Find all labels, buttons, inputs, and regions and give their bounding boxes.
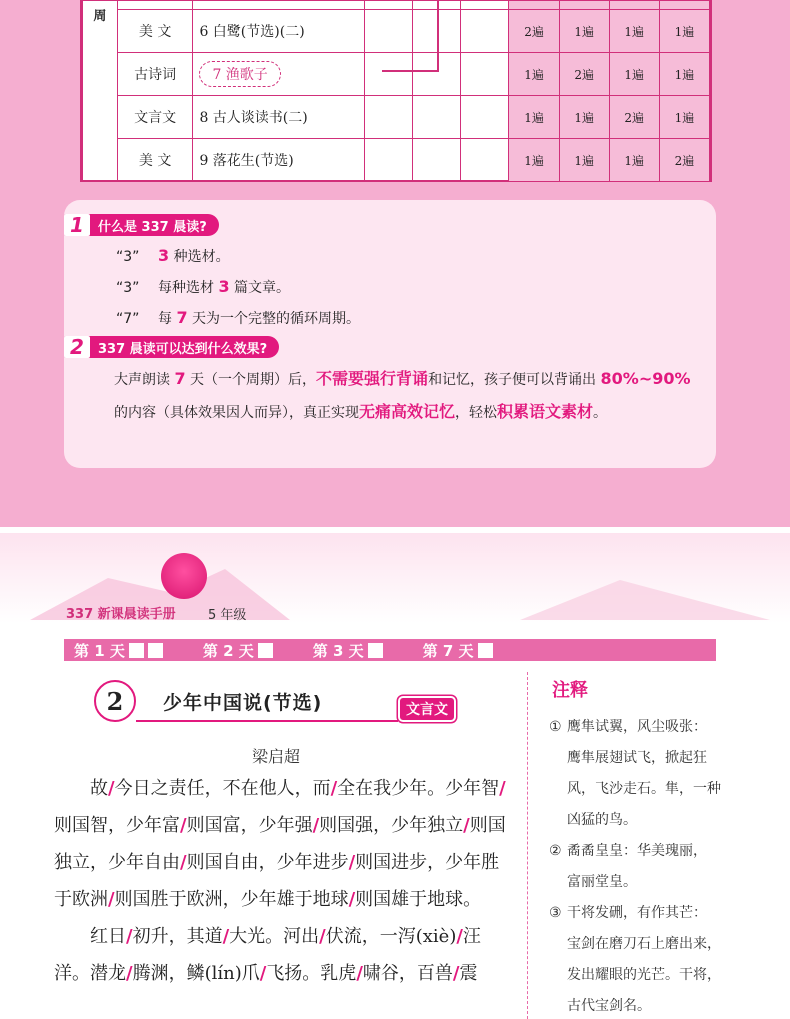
table-row — [83, 53, 710, 96]
pause-mark: / — [108, 778, 115, 799]
pause-mark: / — [463, 815, 470, 836]
count-cell: 1遍 — [509, 139, 559, 182]
title-cell: 8 古人谈读书(二) — [193, 96, 365, 139]
pause-mark: / — [456, 926, 463, 947]
title-underline — [136, 720, 398, 722]
genre-cell: 美 文 — [117, 139, 193, 182]
effect-paragraph: 大声朗读 7 天（一个周期）后，不需要强行背诵和记忆，孩子便可以背诵出 80%~90% 的内容（具体效果因人而异），真正实现无痛高效记忆，轻松积累语文素材。 — [114, 369, 691, 421]
title-cell — [193, 53, 365, 96]
note-item: ② 矞矞皇皇：华美瑰丽， 富丽堂皇。 — [549, 843, 707, 890]
check-box[interactable] — [148, 643, 163, 658]
text-segment: 故 — [90, 778, 108, 799]
column-divider — [527, 672, 528, 1019]
count-cell: 1遍 — [559, 96, 609, 139]
pause-mark: / — [259, 963, 267, 984]
text-segment: 初升，其道 — [132, 926, 223, 947]
book-title: 337 新课晨读手册 — [66, 607, 176, 622]
text-segment: 则国进步，少年胜于欧洲 — [54, 852, 500, 910]
genre-cell: 美 文 — [117, 10, 193, 53]
poem-title-bubble: 7 渔歌子 — [199, 61, 280, 87]
table-row — [83, 139, 710, 182]
pause-mark: / — [126, 926, 133, 947]
info-line: “3” 3 种选材。 — [116, 246, 230, 265]
pause-mark: / — [319, 926, 326, 947]
info-line: “3” 每种选材 3 篇文章。 — [116, 277, 291, 296]
text-segment: 大光。河出 — [229, 926, 320, 947]
question-number: 2 — [64, 336, 90, 358]
text-segment: 则国雄于地球。 — [355, 889, 482, 910]
genre-tag: 文言文 — [398, 696, 456, 722]
pause-mark: / — [330, 778, 338, 799]
pause-mark: / — [180, 852, 187, 873]
count-cell: 2遍 — [659, 139, 709, 182]
pause-mark: / — [348, 852, 356, 873]
check-box[interactable] — [478, 643, 493, 658]
count-cell: 1遍 — [609, 53, 659, 96]
table-row — [83, 96, 710, 139]
text-segment: 伏流，一泻(xiè) — [325, 926, 457, 947]
connector-line — [382, 70, 439, 72]
text-segment: 则国胜于欧洲，少年雄于地球 — [114, 889, 349, 910]
grade-label: 5 年级 — [208, 608, 247, 623]
count-cell: 2遍 — [559, 53, 609, 96]
pause-mark: / — [108, 889, 115, 910]
text-segment: 则国自由，少年进步 — [186, 852, 349, 873]
day-checkin-bar — [64, 639, 716, 661]
lesson-title: 少年中国说(节选) — [163, 692, 323, 714]
week-label: 周 — [83, 1, 118, 182]
count-cell: 1遍 — [609, 139, 659, 182]
count-cell: 1遍 — [559, 10, 609, 53]
day-item: 第 3 天 — [313, 640, 383, 661]
text-paragraph — [54, 918, 516, 992]
check-box[interactable] — [129, 643, 144, 658]
table-row — [83, 10, 710, 53]
pause-mark: / — [499, 778, 506, 799]
check-box[interactable] — [368, 643, 383, 658]
count-cell: 2遍 — [609, 96, 659, 139]
text-segment: 则国独立，少年自由 — [54, 815, 506, 873]
question-text: 什么是 337 晨读? — [98, 219, 207, 235]
day-item: 第 7 天 — [423, 640, 493, 661]
text-segment: 则国智，少年富 — [54, 815, 180, 836]
pause-mark: / — [126, 963, 133, 984]
pause-mark: / — [222, 926, 230, 947]
count-cell: 1遍 — [609, 10, 659, 53]
reading-plan-table — [80, 0, 712, 182]
note-item: ③ 干将发硎，有作其芒： 宝剑在磨刀石上磨出来，发出耀眼的光芒。干将，古代宝剑名。 — [549, 905, 721, 1014]
check-box[interactable] — [258, 643, 273, 658]
pause-mark: / — [180, 815, 187, 836]
lesson-number: 2 — [94, 680, 136, 722]
text-segment: 啸谷，百兽 — [362, 963, 453, 984]
pause-mark: / — [452, 963, 460, 984]
genre-cell: 文言文 — [117, 96, 193, 139]
genre-cell: 古诗词 — [117, 53, 193, 96]
sun-decoration — [161, 553, 207, 599]
text-segment: 腾渊，鳞(lín)爪 — [132, 963, 260, 984]
info-panel — [64, 200, 716, 468]
text-segment: 汪洋。潜龙 — [54, 926, 481, 984]
author: 梁启超 — [252, 747, 301, 766]
question-text: 337 晨读可以达到什么效果? — [98, 341, 268, 357]
title-cell: 9 落花生(节选) — [193, 139, 365, 182]
day-item: 第 1 天 — [74, 640, 163, 661]
text-segment: 今日之责任，不在他人，而 — [114, 778, 331, 799]
notes-list — [549, 712, 729, 1019]
count-cell: 1遍 — [659, 10, 709, 53]
count-cell: 1遍 — [659, 96, 709, 139]
pause-mark: / — [348, 889, 356, 910]
text-segment: 震 — [459, 963, 478, 984]
question-heading — [64, 336, 279, 358]
text-segment: 则国富，少年强 — [186, 815, 313, 836]
lesson-text — [54, 770, 516, 992]
pause-mark: / — [312, 815, 320, 836]
text-segment: 红日 — [90, 926, 126, 947]
count-cell: 2遍 — [509, 10, 559, 53]
day-item: 第 2 天 — [203, 640, 273, 661]
count-cell: 1遍 — [659, 53, 709, 96]
connector-line — [437, 0, 439, 72]
info-line: “7” 每 7 天为一个完整的循环周期。 — [116, 308, 361, 327]
question-heading — [64, 214, 219, 236]
pause-mark: / — [356, 963, 363, 984]
count-cell: 1遍 — [559, 139, 609, 182]
text-segment: 全在我少年。少年智 — [337, 778, 500, 799]
text-segment: 飞扬。乳虎 — [266, 963, 357, 984]
question-number: 1 — [64, 214, 90, 236]
count-cell: 1遍 — [509, 53, 559, 96]
note-item: ① 鹰隼试翼，风尘吸张： 鹰隼展翅试飞，掀起狂风，飞沙走石。隼，一种凶猛的鸟。 — [549, 719, 721, 828]
notes-title: 注释 — [552, 680, 588, 701]
text-paragraph — [54, 770, 516, 918]
title-cell: 6 白鹭(节选)(二) — [193, 10, 365, 53]
text-segment: 则国强，少年独立 — [319, 815, 464, 836]
count-cell: 1遍 — [509, 96, 559, 139]
